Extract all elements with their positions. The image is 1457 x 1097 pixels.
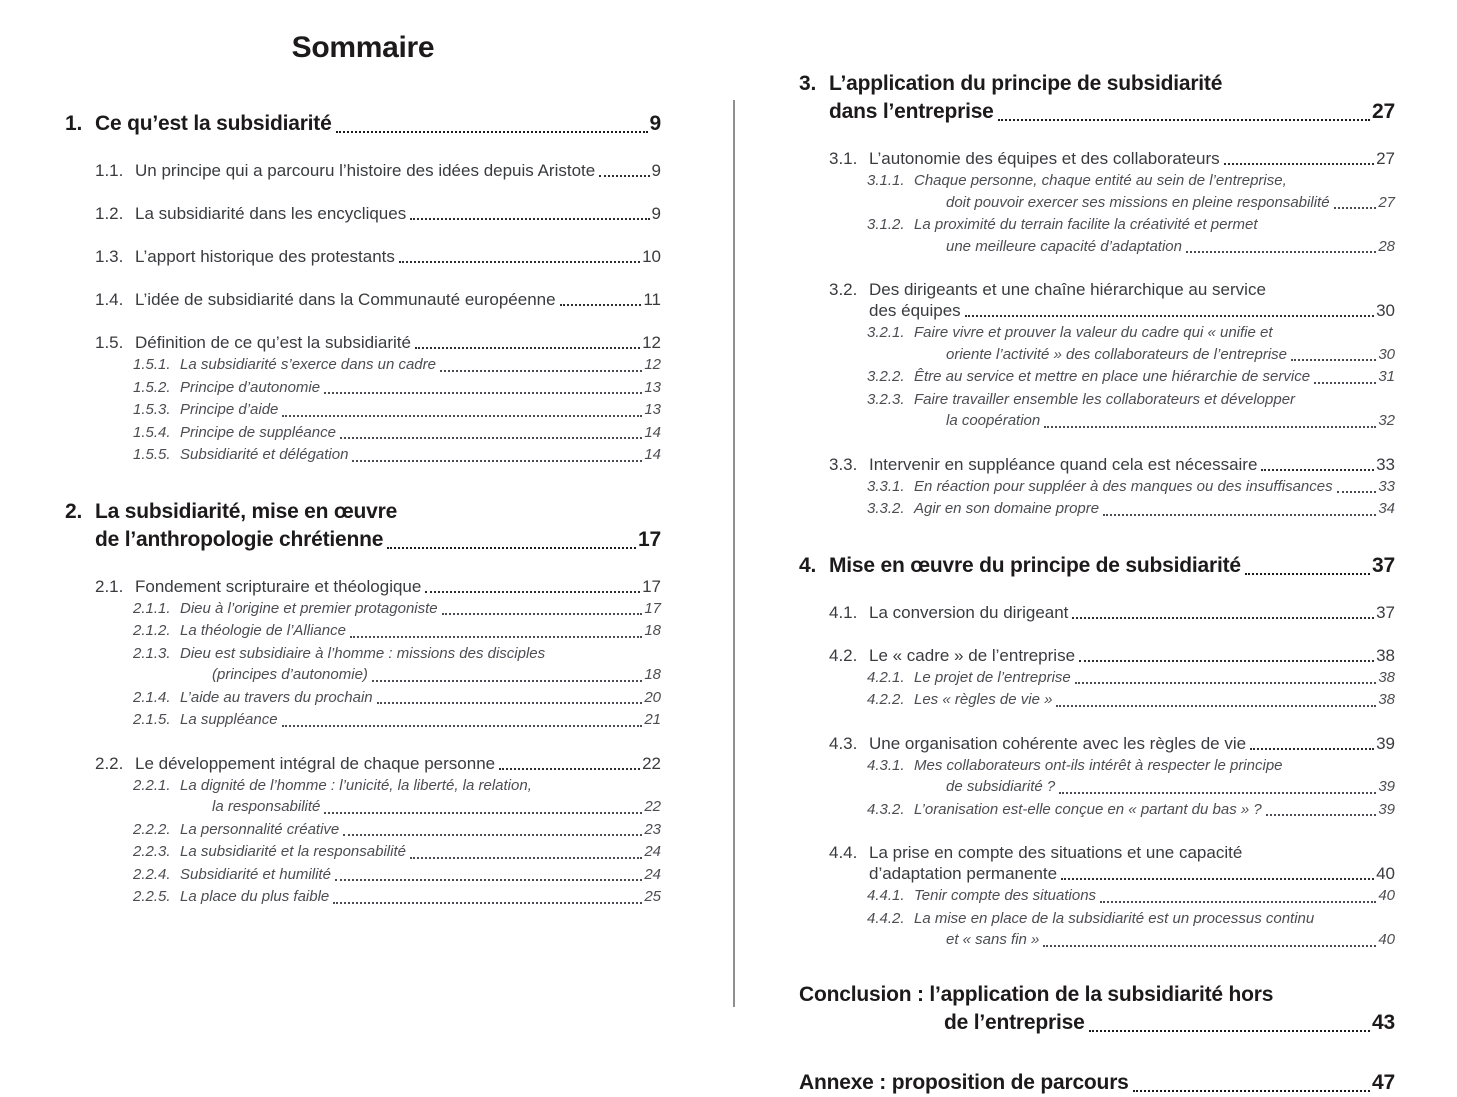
toc-entry: [65, 886, 661, 908]
toc-page-number: 27: [1376, 149, 1395, 168]
toc-entry-number: 1.5.2.: [133, 378, 171, 396]
dot-leader: [1245, 573, 1370, 575]
toc-entry-number: 1.4.: [95, 290, 124, 309]
toc-entry-number: 3.2.2.: [867, 368, 905, 385]
toc-page-number: 37: [1376, 602, 1395, 622]
dot-leader: [440, 370, 642, 372]
toc-entry-number: 1.: [65, 112, 83, 135]
dot-leader: [343, 834, 642, 836]
toc-entry: [65, 775, 661, 818]
dot-leader: [599, 175, 649, 177]
toc-entry-number: 4.4.: [829, 843, 858, 862]
toc-entry: [65, 289, 661, 310]
toc-page-number: 10: [642, 247, 661, 266]
toc-entry: [799, 755, 1395, 798]
dot-leader: [1224, 163, 1374, 165]
toc-page-number: 31: [1378, 368, 1395, 385]
toc-entry: [799, 842, 1395, 884]
dot-leader: [1250, 748, 1374, 750]
toc-page-number: 12: [644, 356, 661, 373]
dot-leader: [340, 437, 642, 439]
toc-entry-number: 4.3.: [829, 733, 858, 753]
page-title: Sommaire: [291, 31, 435, 64]
toc-entry-label: La subsidiarité et la responsabilité: [180, 843, 406, 860]
toc-entry-label: Principe d’autonomie: [180, 378, 321, 396]
toc-entry-label: Être au service et mettre en place une hiérarchie de service: [914, 368, 1311, 385]
toc-entry-label: Principe d’aide: [180, 401, 279, 418]
dot-leader: [1291, 359, 1376, 361]
dot-leader: [387, 547, 636, 549]
toc-page-number: 9: [649, 112, 661, 135]
toc-entry: [65, 864, 661, 886]
toc-entry-number: 4.4.2.: [867, 909, 905, 927]
dot-leader: [1133, 1090, 1370, 1092]
toc-entry-number: 3.1.1.: [867, 172, 905, 189]
toc-entry: [799, 366, 1395, 388]
dot-leader: [1089, 1030, 1370, 1032]
toc-page-number: 20: [644, 688, 661, 706]
toc-page-number: 40: [1376, 864, 1395, 883]
toc-entry-number: 4.2.1.: [867, 668, 905, 686]
dot-leader: [324, 392, 642, 394]
toc-column-right: [799, 38, 1395, 1097]
dot-leader: [1100, 901, 1376, 903]
toc-entry-label: La place du plus faible: [180, 888, 330, 905]
toc-entry-label: Principe de suppléance: [180, 423, 336, 441]
dot-leader: [372, 680, 642, 682]
toc-entry-line: La proximité du terrain facilite la créativité et permet: [914, 216, 1258, 233]
toc-entry: [799, 981, 1395, 1037]
toc-entry: [65, 110, 661, 138]
toc-entry-number: 3.3.: [829, 454, 858, 474]
toc-page-number: 13: [644, 401, 661, 418]
toc-entry-number: 2.2.1.: [133, 776, 171, 794]
dot-leader: [1261, 469, 1374, 471]
toc-entry: [65, 246, 661, 267]
toc-entry-label: de subsidiarité ?: [946, 778, 1056, 795]
toc-entry: [799, 667, 1395, 689]
toc-entry: [65, 576, 661, 597]
toc-entry-number: 1.3.: [95, 247, 124, 266]
toc-entry: [65, 819, 661, 841]
dot-leader: [282, 725, 643, 727]
toc-entry: [799, 645, 1395, 666]
toc-entry-number: 2.2.5.: [133, 888, 171, 905]
dot-leader: [425, 591, 640, 593]
toc-page-number: 18: [644, 666, 661, 683]
toc-entry-line: Faire vivre et prouver la valeur du cadre qui « unifie et: [914, 324, 1273, 341]
toc-entry-label: La subsidiarité dans les encycliques: [135, 204, 407, 223]
toc-entry: [799, 689, 1395, 711]
dot-leader: [333, 902, 642, 904]
toc-page-number: 38: [1378, 668, 1395, 686]
toc-page-number: 30: [1376, 301, 1395, 320]
dot-leader: [1079, 660, 1374, 662]
toc-entry: [799, 498, 1395, 520]
toc-entry-number: 4.4.1.: [867, 887, 905, 904]
dot-leader: [442, 613, 643, 615]
toc-entry: [799, 214, 1395, 257]
toc-page-number: 30: [1378, 345, 1395, 363]
toc-entry-label: dans l’entreprise: [829, 100, 994, 123]
toc-entry-number: 2.1.2.: [133, 622, 171, 639]
dot-leader: [399, 261, 640, 263]
toc-entry-label: oriente l’activité » des collaborateurs de l’entreprise: [946, 345, 1288, 363]
toc-entry: [65, 332, 661, 353]
toc-entry-number: 2.: [65, 499, 83, 523]
toc-page-number: 23: [644, 820, 661, 838]
toc-entry: [799, 1069, 1395, 1097]
toc-page-number: 40: [1378, 931, 1395, 948]
toc-entry-line: Chaque personne, chaque entité au sein de l’entreprise,: [914, 172, 1287, 189]
toc-page-number: 27: [1378, 193, 1395, 211]
toc-entry-label: Les « règles de vie »: [914, 691, 1053, 708]
toc-entry-number: 3.3.1.: [867, 477, 905, 495]
toc-entry-line: L’application du principe de subsidiarité: [829, 72, 1223, 95]
toc-page-number: 9: [651, 161, 661, 180]
toc-page-number: 37: [1372, 553, 1395, 577]
toc-entry-number: 1.5.5.: [133, 446, 171, 463]
toc-entry-number: 2.1.5.: [133, 711, 171, 728]
toc-page-number: 11: [643, 290, 661, 309]
toc-entry-number: 4.3.1.: [867, 756, 905, 774]
dot-leader: [377, 702, 643, 704]
toc-entry-number: 2.2.2.: [133, 820, 171, 838]
toc-entry: [799, 733, 1395, 754]
toc-entry-line: La subsidiarité, mise en œuvre: [95, 499, 398, 523]
toc-entry-label: de l’anthropologie chrétienne: [95, 527, 384, 551]
toc-page-number: 39: [1376, 733, 1395, 753]
dot-leader: [335, 879, 642, 881]
dot-leader: [336, 131, 648, 133]
toc-entry-label: Intervenir en suppléance quand cela est nécessaire: [869, 454, 1258, 474]
toc-entry: [65, 643, 661, 686]
toc-entry-label: Fondement scripturaire et théologique: [135, 576, 422, 596]
toc-page-number: 28: [1378, 237, 1395, 255]
toc-entries-right: [799, 70, 1395, 1097]
toc-entry-label: Dieu à l’origine et premier protagoniste: [180, 599, 438, 617]
toc-entry: [65, 498, 661, 554]
toc-entry-line: Des dirigeants et une chaîne hiérarchique au service: [869, 280, 1266, 299]
toc-entry: [65, 354, 661, 376]
dot-leader: [965, 315, 1374, 317]
toc-entry-number: 3.1.2.: [867, 216, 905, 233]
toc-entry-label: La conversion du dirigeant: [869, 602, 1069, 622]
toc-entry-label: et « sans fin »: [946, 931, 1040, 948]
toc-page-number: 33: [1376, 454, 1395, 474]
dot-leader: [324, 812, 642, 814]
toc-page-number: 47: [1372, 1070, 1395, 1094]
toc-entry-number: 3.2.3.: [867, 390, 905, 408]
toc-entry-label: Ce qu’est la subsidiarité: [95, 112, 332, 135]
toc-entry-label: L’oranisation est-elle conçue en « partant du bas » ?: [914, 800, 1262, 818]
toc-page-number: 9: [651, 204, 661, 223]
toc-page-number: 24: [644, 843, 661, 860]
toc-entry-label: une meilleure capacité d’adaptation: [946, 237, 1182, 255]
toc-entry-label: Le développement intégral de chaque personne: [135, 753, 496, 773]
dot-leader: [1072, 617, 1374, 619]
toc-entry-number: 4.2.2.: [867, 691, 905, 708]
dot-leader: [1056, 705, 1376, 707]
toc-entry: [799, 389, 1395, 432]
toc-column-left: [65, 0, 661, 908]
dot-leader: [1103, 514, 1376, 516]
toc-page-number: 22: [644, 798, 661, 815]
toc-entry-label: L’idée de subsidiarité dans la Communauté européenne: [135, 290, 556, 309]
toc-page-number: 21: [644, 711, 661, 728]
dot-leader: [1075, 682, 1377, 684]
toc-entry-line: La prise en compte des situations et une capacité: [869, 843, 1243, 862]
toc-entry-label: la responsabilité: [212, 798, 321, 815]
toc-entry: [65, 422, 661, 444]
toc-page-number: 25: [644, 888, 661, 905]
dot-leader: [1266, 814, 1377, 816]
toc-entry: [799, 70, 1395, 126]
toc-page-number: 43: [1372, 1010, 1395, 1034]
toc-entry-label: En réaction pour suppléer à des manques ou des insuffisances: [914, 477, 1333, 495]
toc-page-number: 17: [638, 527, 661, 551]
toc-entry-line: La mise en place de la subsidiarité est un processus continu: [914, 909, 1315, 927]
toc-entry-number: 2.2.3.: [133, 843, 171, 860]
dot-leader: [410, 857, 642, 859]
toc-entry-label: Tenir compte des situations: [914, 887, 1097, 904]
toc-page-number: 34: [1378, 500, 1395, 517]
toc-page-number: 22: [642, 753, 661, 773]
toc-entry-label: L’aide au travers du prochain: [180, 688, 373, 706]
toc-entry: [65, 841, 661, 863]
toc-entry-line: La dignité de l’homme : l’unicité, la liberté, la relation,: [180, 776, 532, 794]
toc-page-number: 17: [644, 599, 661, 617]
toc-entry: [799, 279, 1395, 321]
toc-entry-line: Faire travailler ensemble les collaborateurs et développer: [914, 390, 1296, 408]
toc-entry: [799, 170, 1395, 213]
toc-entry: [65, 753, 661, 774]
toc-entry-number: 1.5.4.: [133, 423, 171, 441]
toc-entry-label: Subsidiarité et délégation: [180, 446, 349, 463]
toc-entry-number: 3.: [799, 72, 817, 95]
column-divider: [733, 100, 735, 1007]
toc-entry-label: Une organisation cohérente avec les règles de vie: [869, 733, 1247, 753]
toc-entry: [65, 687, 661, 709]
toc-entry-number: 2.2.: [95, 753, 124, 773]
toc-entry-label: Agir en son domaine propre: [914, 500, 1100, 517]
toc-page-number: 18: [644, 622, 661, 639]
dot-leader: [499, 768, 640, 770]
toc-entry: [799, 885, 1395, 907]
toc-entry: [65, 444, 661, 466]
toc-entry: [799, 476, 1395, 498]
toc-entry-number: 1.1.: [95, 161, 124, 180]
toc-entry-label: Un principe qui a parcouru l’histoire des idées depuis Aristote: [135, 161, 596, 180]
toc-page-number: 38: [1376, 645, 1395, 665]
toc-entry-label: L’apport historique des protestants: [135, 247, 395, 266]
toc-entry-number: 3.3.2.: [867, 500, 905, 517]
toc-entry-number: 2.1.1.: [133, 599, 171, 617]
toc-entry: [799, 322, 1395, 365]
toc-page-number: 13: [644, 378, 661, 396]
dot-leader: [352, 460, 642, 462]
toc-entry-number: 3.1.: [829, 149, 858, 168]
toc-entry-number: 4.3.2.: [867, 800, 905, 818]
dot-leader: [1314, 382, 1376, 384]
toc-page-number: 14: [644, 446, 661, 463]
toc-page-number: 40: [1378, 887, 1395, 904]
dot-leader: [1186, 251, 1376, 253]
toc-page-number: 24: [644, 865, 661, 883]
toc-entry-label: Annexe : proposition de parcours: [799, 1070, 1129, 1094]
toc-page-number: 27: [1372, 100, 1395, 123]
dot-leader: [1061, 878, 1374, 880]
toc-entry-label: de l’entreprise: [944, 1010, 1085, 1034]
toc-page-number: 12: [642, 333, 661, 352]
toc-entry: [799, 454, 1395, 475]
toc-entry-number: 2.2.4.: [133, 865, 171, 883]
toc-entry: [65, 709, 661, 731]
toc-entry-label: La théologie de l’Alliance: [180, 622, 346, 639]
toc-page-number: 17: [642, 576, 661, 596]
dot-leader: [1337, 491, 1377, 493]
toc-entry: [65, 399, 661, 421]
toc-entry-label: Définition de ce qu’est la subsidiarité: [135, 333, 411, 352]
toc-entry-number: 2.1.4.: [133, 688, 171, 706]
toc-entry-label: Le « cadre » de l’entreprise: [869, 645, 1076, 665]
toc-entry: [65, 620, 661, 642]
dot-leader: [1044, 426, 1376, 428]
toc-entry-number: 2.1.: [95, 576, 124, 596]
toc-entry: [65, 598, 661, 620]
dot-leader: [1059, 792, 1376, 794]
toc-page-number: 39: [1378, 778, 1395, 795]
toc-entry-number: 1.2.: [95, 204, 124, 223]
toc-entry-label: des équipes: [869, 301, 961, 320]
toc-entry-number: 2.1.3.: [133, 644, 171, 662]
dot-leader: [560, 304, 642, 306]
toc-entry-number: 4.2.: [829, 645, 858, 665]
dot-leader: [350, 636, 642, 638]
toc-entry-line: Mes collaborateurs ont-ils intérêt à respecter le principe: [914, 756, 1283, 774]
toc-entry-line: Conclusion : l’application de la subsidiarité hors: [799, 982, 1274, 1006]
toc-entry-label: Subsidiarité et humilité: [180, 865, 331, 883]
dot-leader: [1334, 207, 1377, 209]
dot-leader: [282, 415, 642, 417]
dot-leader: [415, 347, 640, 349]
toc-entry-label: Mise en œuvre du principe de subsidiarité: [829, 553, 1241, 577]
toc-entry-label: La subsidiarité s’exerce dans un cadre: [180, 356, 436, 373]
toc-entry-label: L’autonomie des équipes et des collaborateurs: [869, 149, 1220, 168]
toc-entry: [799, 148, 1395, 169]
toc-entry-label: doit pouvoir exercer ses missions en pleine responsabilité: [946, 193, 1330, 211]
toc-entry: [65, 203, 661, 224]
toc-entry-number: 4.1.: [829, 602, 858, 622]
toc-entry: [65, 160, 661, 181]
toc-page-number: 14: [644, 423, 661, 441]
toc-entry-line: Dieu est subsidiaire à l’homme : missions des disciples: [180, 644, 546, 662]
toc-page-number: 32: [1378, 412, 1395, 429]
toc-entry: [799, 552, 1395, 580]
toc-entry: [799, 908, 1395, 951]
toc-entry: [799, 602, 1395, 623]
toc-entry-label: d’adaptation permanente: [869, 864, 1058, 883]
dot-leader: [1043, 945, 1376, 947]
toc-entry-label: (principes d’autonomie): [212, 666, 368, 683]
toc-entry-label: Le projet de l’entreprise: [914, 668, 1071, 686]
dot-leader: [998, 119, 1370, 121]
toc-page-number: 33: [1378, 477, 1395, 495]
toc-entry-number: 3.2.: [829, 280, 858, 299]
toc-entry: [65, 377, 661, 399]
toc-entry-label: La suppléance: [180, 711, 278, 728]
toc-page-number: 39: [1378, 800, 1395, 818]
toc-entries-left: [65, 110, 661, 908]
toc-entry-number: 1.5.3.: [133, 401, 171, 418]
toc-entry-number: 1.5.1.: [133, 356, 171, 373]
toc-entry: [799, 799, 1395, 821]
toc-entry-label: la coopération: [946, 412, 1041, 429]
toc-entry-number: 3.2.1.: [867, 324, 905, 341]
toc-entry-label: La personnalité créative: [180, 820, 340, 838]
toc-entry-number: 1.5.: [95, 333, 124, 352]
toc-entry-number: 4.: [799, 553, 817, 577]
toc-page-number: 38: [1378, 691, 1395, 708]
dot-leader: [410, 218, 649, 220]
